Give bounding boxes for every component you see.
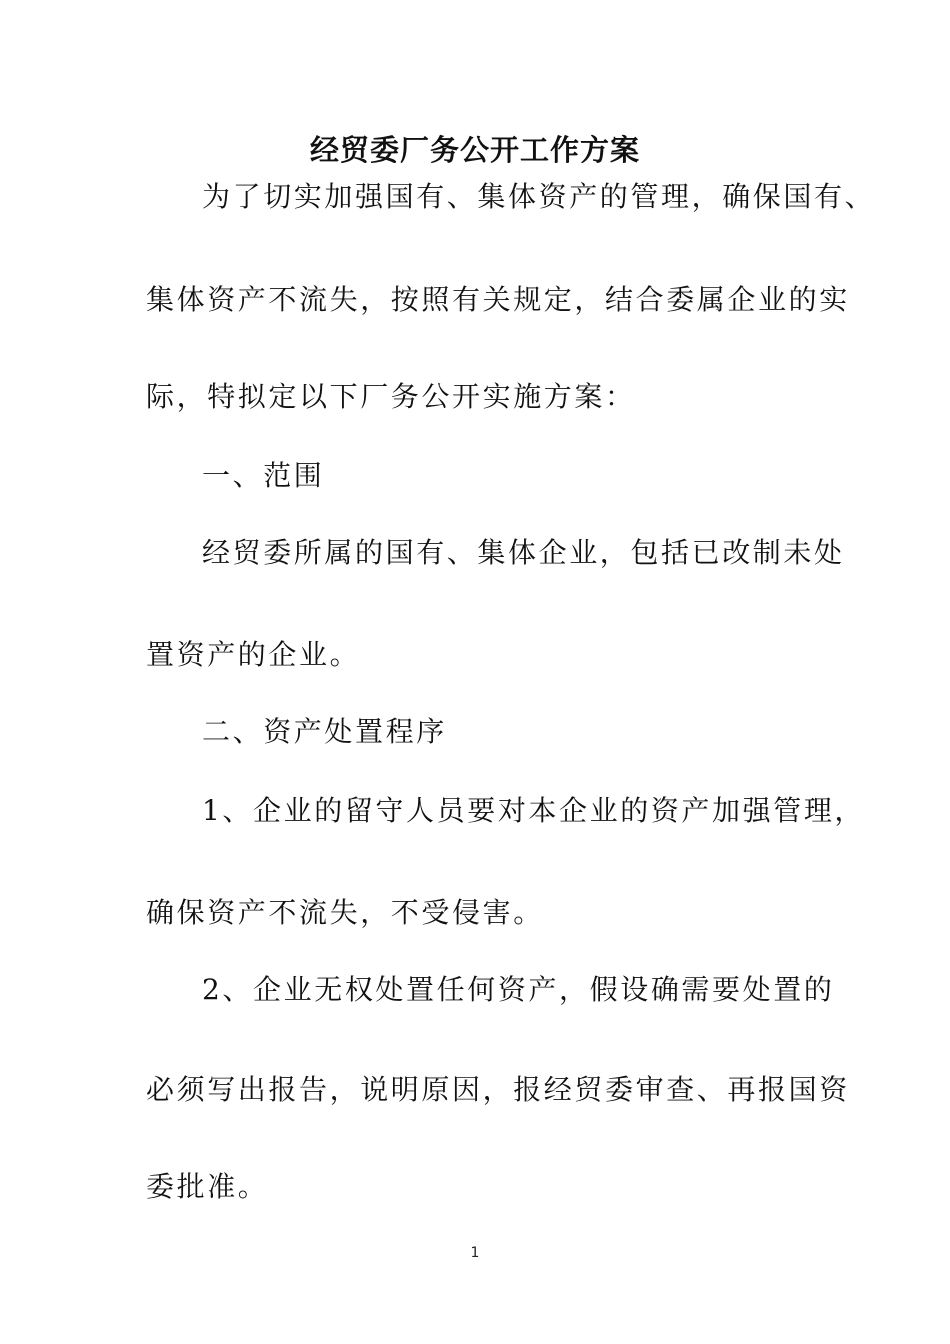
document-title: 经贸委厂务公开工作方案 — [309, 133, 640, 167]
paragraph-line: 经贸委所属的国有、集体企业，包括已改制未处 — [202, 536, 845, 569]
paragraph-line: 2、企业无权处置任何资产，假设确需要处置的 — [202, 973, 835, 1006]
paragraph-line: 必须写出报告，说明原因，报经贸委审查、再报国资 — [146, 1073, 850, 1106]
paragraph-line: 集体资产不流失，按照有关规定，结合委属企业的实 — [146, 283, 850, 316]
paragraph-line: 际，特拟定以下厂务公开实施方案： — [146, 380, 636, 413]
paragraph-line: 确保资产不流失，不受侵害。 — [146, 896, 544, 929]
section-heading: 二、资产处置程序 — [202, 715, 447, 748]
paragraph-line: 委批准。 — [146, 1170, 269, 1203]
section-heading: 一、范围 — [202, 459, 325, 492]
paragraph-line: 为了切实加强国有、集体资产的管理，确保国有、 — [202, 180, 876, 213]
page-number: 1 — [470, 1245, 480, 1261]
paragraph-line: 置资产的企业。 — [146, 638, 361, 671]
paragraph-line: 1、企业的留守人员要对本企业的资产加强管理， — [202, 794, 866, 827]
